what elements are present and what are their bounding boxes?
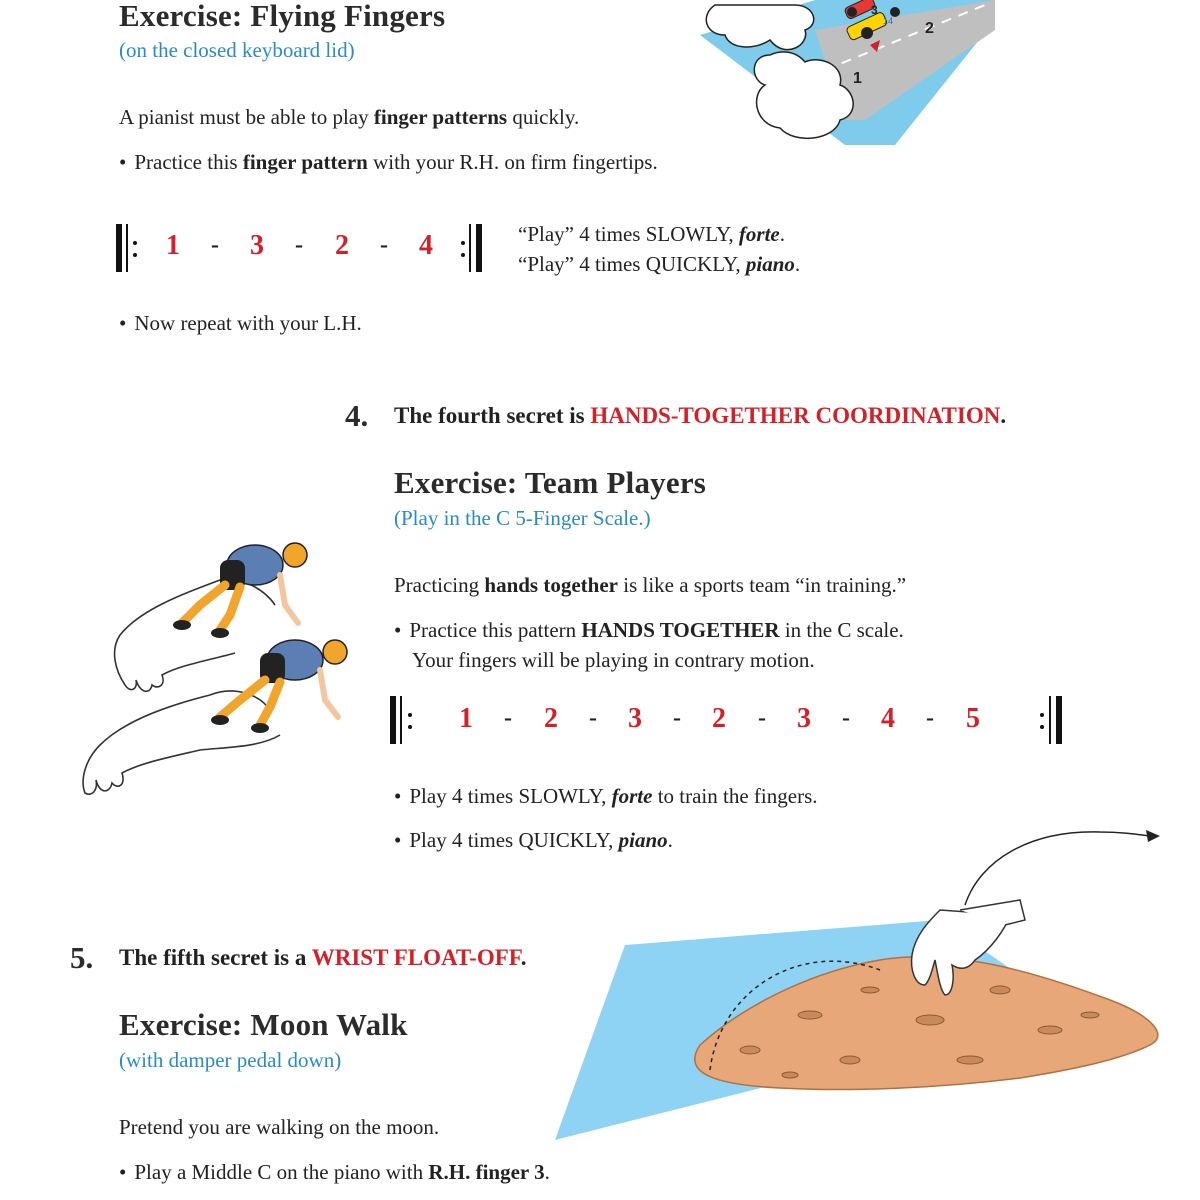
repeat-start-thick-bar: [390, 696, 396, 744]
exercise-title-moon-walk: Exercise: Moon Walk: [119, 1007, 408, 1042]
float-off-arrow: [965, 832, 1150, 905]
pattern-finger-number: 2: [712, 703, 726, 734]
repeat-start-thin-bar: [126, 224, 128, 272]
pattern-finger-number: 4: [881, 703, 895, 734]
repeat-start-thick-bar: [116, 224, 122, 272]
repeat-dot: [1040, 725, 1044, 729]
repeat-end-thick-bar: [476, 224, 482, 272]
pattern-separator: -: [380, 232, 388, 258]
exercise-subtitle-team-players: (Play in the C 5-Finger Scale.): [394, 506, 651, 530]
car-number: 2: [925, 20, 934, 37]
pattern-finger-number: 2: [544, 703, 558, 734]
race-cars-illustration: [695, 0, 995, 145]
fifth-secret-heading: The fifth secret is a WRIST FLOAT-OFF.: [119, 945, 527, 970]
pattern-finger-number: 4: [419, 230, 433, 261]
team-players-illustration: [70, 535, 360, 800]
exercise-title-team-players: Exercise: Team Players: [394, 465, 707, 500]
pattern-separator: -: [295, 232, 303, 258]
pattern-separator: -: [926, 705, 934, 731]
pattern-separator: -: [589, 705, 597, 731]
team-players-bullet-1-line-2: Your fingers will be playing in contrary motion.: [412, 648, 815, 672]
repeat-dot: [408, 725, 412, 729]
pattern-separator: -: [758, 705, 766, 731]
team-players-bullet-1: • Practice this pattern HANDS TOGETHER in the C scale.: [394, 618, 904, 643]
pattern-finger-number: 3: [250, 230, 264, 261]
exercise-subtitle-flying-fingers: (on the closed keyboard lid): [119, 38, 355, 62]
pattern-finger-number: 1: [459, 703, 473, 734]
team-players-bullet-2: • Play 4 times SLOWLY, forte to train the fingers.: [394, 784, 818, 809]
moon-walk-illustration: [550, 820, 1200, 1150]
repeat-dot: [133, 241, 137, 245]
pattern-separator: -: [504, 705, 512, 731]
pattern-separator: -: [211, 232, 219, 258]
pattern-finger-number: 3: [628, 703, 642, 734]
pattern-separator: -: [842, 705, 850, 731]
pattern-separator: -: [673, 705, 681, 731]
repeat-end-thin-bar: [469, 224, 471, 272]
flying-fingers-intro: A pianist must be able to play finger patterns quickly.: [119, 105, 580, 129]
team-players-bullet-3: • Play 4 times QUICKLY, piano.: [394, 828, 673, 853]
flying-fingers-bullet-2: • Now repeat with your L.H.: [119, 311, 362, 336]
repeat-dot: [1040, 713, 1044, 717]
car-number: 3: [871, 3, 878, 17]
flying-fingers-instruction-quick: “Play” 4 times QUICKLY, piano.: [518, 252, 801, 276]
arrow-head-icon: [1146, 830, 1160, 842]
repeat-dot: [461, 253, 465, 257]
moon-walk-bullet-1: • Play a Middle C on the piano with R.H. finger 3.: [119, 1160, 550, 1185]
moon-walk-intro: Pretend you are walking on the moon.: [119, 1115, 440, 1139]
car-number: 1: [853, 70, 862, 87]
team-players-intro: Practicing hands together is like a sports team “in training.”: [394, 573, 907, 597]
repeat-end-thick-bar: [1056, 696, 1062, 744]
pattern-finger-number: 2: [335, 230, 349, 261]
repeat-dot: [408, 713, 412, 717]
repeat-dot: [133, 253, 137, 257]
section-number-5: 5.: [70, 940, 94, 975]
repeat-dot: [461, 241, 465, 245]
repeat-start-thin-bar: [400, 696, 402, 744]
exercise-subtitle-moon-walk: (with damper pedal down): [119, 1048, 342, 1072]
flying-fingers-instruction-slow: “Play” 4 times SLOWLY, forte.: [518, 222, 785, 246]
flying-fingers-bullet-1: • Practice this finger pattern with your R.H. on firm fingertips.: [119, 150, 658, 175]
fourth-secret-heading: The fourth secret is HANDS-TOGETHER COORDINATION.: [394, 403, 1007, 428]
pattern-finger-number: 1: [166, 230, 180, 261]
exercise-title-flying-fingers: Exercise: Flying Fingers: [119, 0, 446, 33]
section-number-4: 4.: [345, 398, 369, 433]
car-number: 14: [883, 16, 894, 26]
pattern-finger-number: 5: [966, 703, 980, 734]
repeat-end-thin-bar: [1049, 696, 1051, 744]
pattern-finger-number: 3: [797, 703, 811, 734]
